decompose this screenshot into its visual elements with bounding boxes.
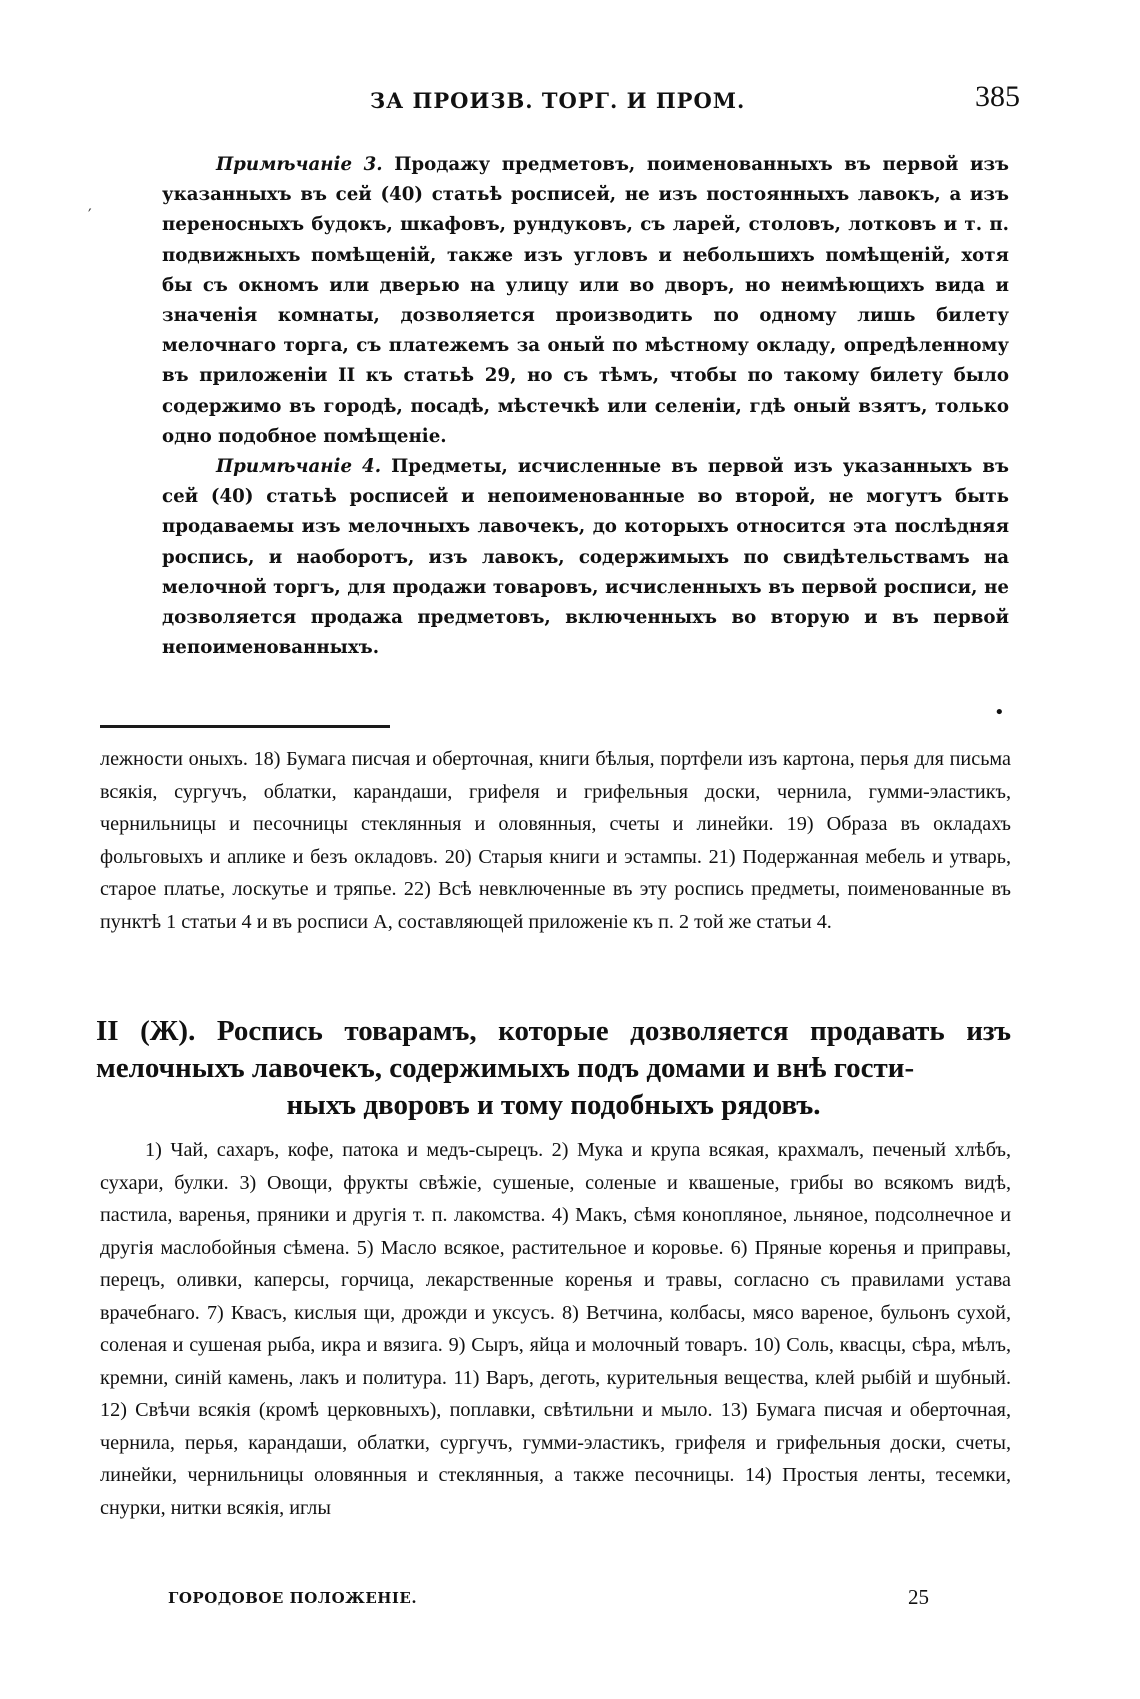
margin-mark: ′ bbox=[88, 205, 92, 224]
note-3 bbox=[162, 150, 1009, 452]
notes-block bbox=[162, 150, 1009, 663]
running-header bbox=[100, 80, 1020, 120]
page-number: 385 bbox=[975, 80, 1020, 113]
items-text: 1) Чай, сахаръ, кофе, патока и медъ-сырецъ. 2) Мука и крупа всякая, крахмалъ, печеный хлѣбъ, сухари, булки. 3) Овощи, фрукты свѣжіе, сушеные, соленые и квашеные, грибы во всякомъ видѣ, пастила, варенья, пряники и другія т. п. лакомства. 4) Макъ, сѣмя конопляное, льняное, подсолнечное и другія маслобойныя сѣмена. 5) Масло всякое, растительное и коровье. 6) Пряные коренья и приправы, перецъ, оливки, каперсы, горчица, лекарственные коренья и травы, согласно съ правилами устава врачебнаго. 7) Квасъ, кислыя щи, дрожди и уксусъ. 8) Ветчина, колбасы, мясо вареное, бульонъ сухой, соленая и сушеная рыба, икра и вязига. 9) Сыръ, яйца и молочный товаръ. 10) Соль, квасцы, сѣра, мѣлъ, кремни, синій камень, лакъ и политура. 11) Варъ, деготь, курительныя вещества, клей рыбій и шубный. 12) Свѣчи всякія (кромѣ церковныхъ), поплавки, свѣтильни и мыло. 13) Бумага писчая и оберточная, чернила, перья, карандаши, облатки, сургучъ, гумми-эластикъ, грифеля и грифельныя доски, счеты, линейки, чернильницы оловянныя и стеклянныя, а также песочницы. 14) Простыя ленты, тесемки, снурки, нитки всякія, иглы bbox=[100, 1139, 1011, 1519]
items-paragraph bbox=[100, 1134, 1011, 1524]
section-heading bbox=[96, 1013, 1011, 1124]
section-heading-last-line: ныхъ дворовъ и тому подобныхъ рядовъ. bbox=[286, 1089, 821, 1121]
section-heading-main: II (Ж). Роспись товарамъ, которые дозволяется продавать изъ мелочныхъ лавочекъ, содержимыхъ подъ домами и внѣ гости- bbox=[96, 1015, 1011, 1084]
note-3-text: Продажу предметовъ, поименованныхъ въ первой изъ указанныхъ въ сей (40) статьѣ росписей, не изъ постоянныхъ лавокъ, а изъ переносныхъ будокъ, шкафовъ, рундуковъ, съ ларей, столовъ, лотковъ и т. п. подвижныхъ помѣщеній, также изъ угловъ и небольшихъ помѣщеній, хотя бы съ окномъ или дверью на улицу или во дворъ, но неимѣющихъ вида и значенія комнаты, дозволяется производить по одному лишь билету мелочнаго торга, съ платежемъ за оный по мѣстному окладу, опредѣленному въ приложеніи II къ статьѣ 29, но съ тѣмъ, чтобы по такому билету было содержимо въ городѣ, посадѣ, мѣстечкѣ или селеніи, гдѣ оный взятъ, только одно подобное помѣщеніе. bbox=[162, 154, 1009, 447]
note-4 bbox=[162, 452, 1009, 663]
continuation-paragraph bbox=[100, 743, 1011, 938]
running-title: ЗА ПРОИЗВ. ТОРГ. И ПРОМ. bbox=[370, 88, 746, 113]
stray-mark: • bbox=[994, 702, 1005, 723]
note-3-label: Примѣчаніе 3. bbox=[216, 154, 383, 175]
page-footer bbox=[168, 1585, 948, 1615]
note-4-text: Предметы, исчисленные въ первой изъ указанныхъ въ сей (40) статьѣ росписей и непоименованные во второй, не могутъ быть продаваемы изъ мелочныхъ лавочекъ, до которыхъ относится эта послѣдняя роспись, и наоборотъ, изъ лавокъ, содержимыхъ по свидѣтельствамъ на мелочной торгъ, для продажи товаровъ, исчисленныхъ въ первой росписи, не дозволяется продажа предметовъ, включенныхъ во вторую и въ первой непоименованныхъ. bbox=[162, 456, 1010, 659]
separator-rule bbox=[100, 725, 390, 728]
footer-signature: ГОРОДОВОЕ ПОЛОЖЕНІЕ. bbox=[168, 1589, 418, 1607]
sheet-number: 25 bbox=[908, 1585, 929, 1609]
continuation-text: лежности оныхъ. 18) Бумага писчая и оберточная, книги бѣлыя, портфели изъ картона, перья для письма всякія, сургучъ, облатки, карандаши, грифеля и грифельныя доски, чернила, гумми-эластикъ, чернильницы и песочницы стеклянныя и оловянныя, счеты и линейки. 19) Образа въ окладахъ фольговыхъ и аплике и безъ окладовъ. 20) Старыя книги и эстампы. 21) Подержанная мебель и утварь, старое платье, лоскутье и тряпье. 22) Всѣ невключенные въ эту роспись предметы, поименованные въ пунктѣ 1 статьи 4 и въ росписи А, составляющей приложеніе къ п. 2 той же статьи 4. bbox=[100, 748, 1011, 933]
note-4-label: Примѣчаніе 4. bbox=[216, 456, 382, 478]
